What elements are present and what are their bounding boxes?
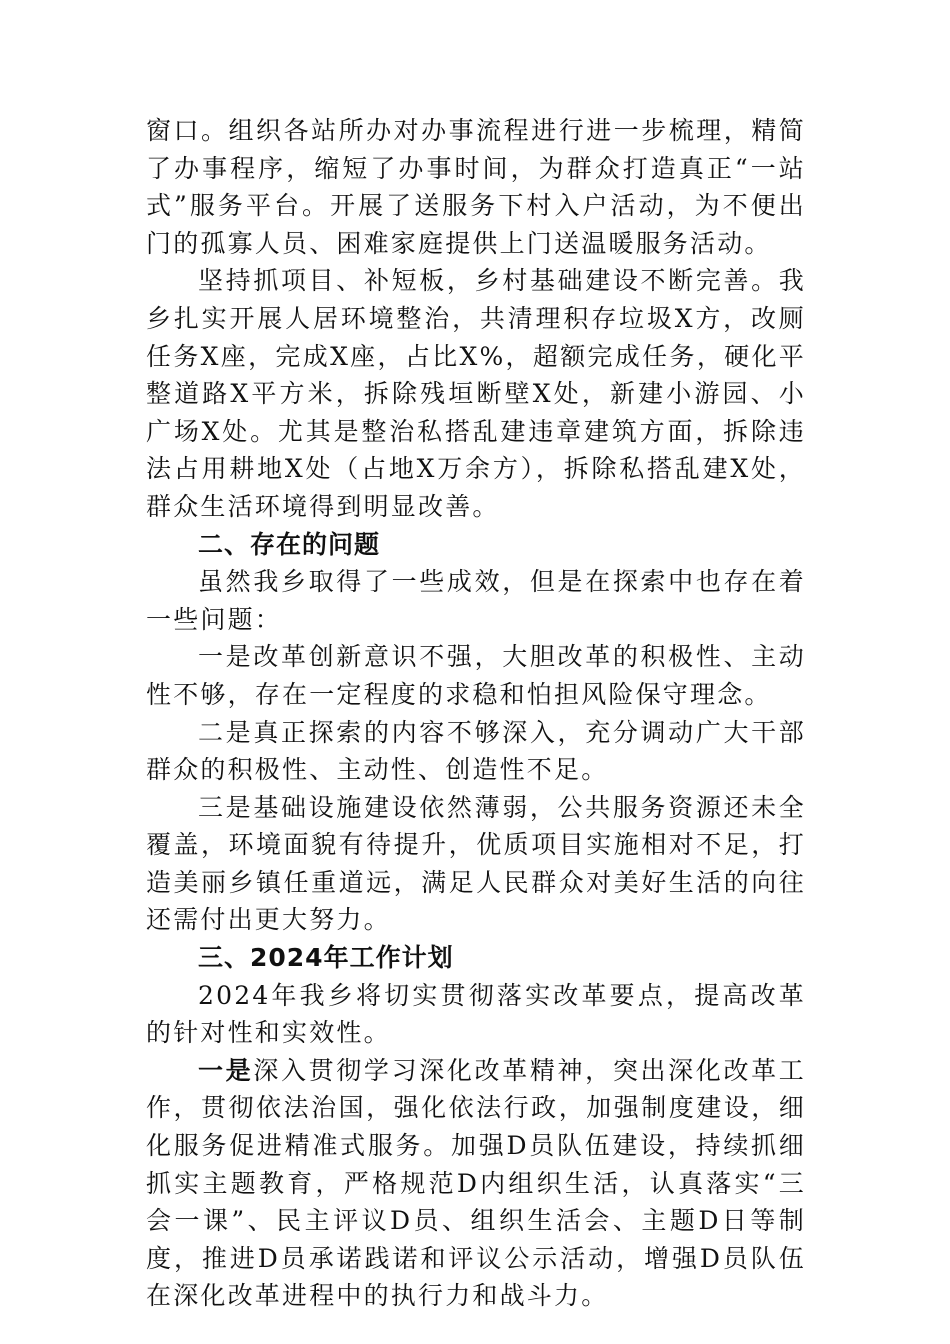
section-heading-plan: 三、2024年工作计划: [198, 943, 454, 973]
paragraph-continuation: 窗口。组织各站所办对办事流程进行进一步梳理，精简了办事程序，缩短了办事时间，为群众打造真正“一站式”服务平台。开展了送服务下村入户活动，为不便出门的孤寡人员、困难家庭提供上门送温暖服务活动。: [146, 116, 806, 258]
plan-one-text: 深入贯彻学习深化改革精神，突出深化改革工作，贯彻依法治国，强化依法行政，加强制度建设，细化服务促进精准式服务。加强D员队伍建设，持续抓细抓实主题教育，严格规范D内组织生活，认真落实“三会一课”、民主评议D员、组织生活会、主题D日等制度，推进D员承诺践诺和评议公示活动，增强D员队伍在深化改革进程中的执行力和战斗力。: [146, 1055, 806, 1311]
paragraph-problem-two: 二是真正探索的内容不够深入，充分调动广大干部群众的积极性、主动性、创造性不足。: [146, 717, 806, 785]
paragraph-problem-three: 三是基础设施建设依然薄弱，公共服务资源还未全覆盖，环境面貌有待提升，优质项目实施相对不足，打造美丽乡镇任重道远，满足人民群众对美好生活的向往还需付出更大努力。: [146, 792, 806, 935]
paragraph-plan-intro: 2024年我乡将切实贯彻落实改革要点，提高改革的针对性和实效性。: [146, 980, 806, 1048]
paragraph-problems-intro: 虽然我乡取得了一些成效，但是在探索中也存在着一些问题：: [146, 567, 806, 634]
paragraph-plan-one: [146, 1052, 806, 1315]
plan-one-lead: 一是: [198, 1055, 254, 1085]
paragraph-infrastructure: 坚持抓项目、补短板，乡村基础建设不断完善。我乡扎实开展人居环境整治，共清理积存垃圾X方，改厕任务X座，完成X座，占比X%，超额完成任务，硬化平整道路X平方米，拆除残垣断壁X处，新建小游园、小广场X处。尤其是整治私搭乱建违章建筑方面，拆除违法占用耕地X处（占地X万余方），拆除私搭乱建X处，群众生活环境得到明显改善。: [146, 266, 806, 521]
document-body: [146, 112, 806, 1315]
paragraph-problem-one: 一是改革创新意识不强，大胆改革的积极性、主动性不够，存在一定程度的求稳和怕担风险保守理念。: [146, 642, 806, 709]
section-heading-problems: 二、存在的问题: [198, 529, 381, 559]
